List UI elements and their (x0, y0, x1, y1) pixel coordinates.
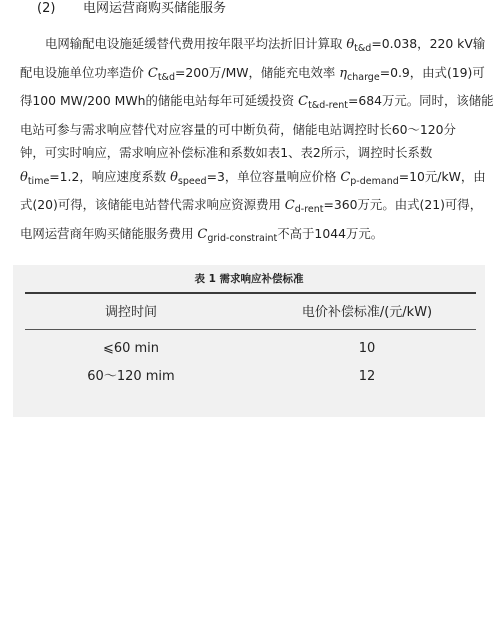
text-run: =0.038，220 kV输 (371, 36, 486, 51)
section-heading (37, 0, 226, 18)
math-subscript: t&d-rent (308, 100, 348, 111)
text-run: 电网运营商年购买储能服务费用 (20, 225, 198, 241)
text-run: 不高于1044万元。 (277, 225, 384, 241)
table-header-rule (25, 329, 476, 330)
text-run: 得100 MW/200 MWh的储能电站每年可延缓投资 (20, 93, 299, 108)
table-header-cell: 调控时间 (104, 305, 157, 320)
table-1 (13, 265, 485, 417)
math-symbol: θ (170, 169, 178, 185)
section-number: (2) (37, 1, 56, 16)
paragraph-line-5 (20, 141, 484, 165)
math-symbol: θ (20, 169, 28, 185)
section-title: 电网运营商购买储能服务 (83, 1, 227, 16)
math-subscript: t&d (157, 71, 175, 83)
paragraph-line-3 (20, 89, 494, 118)
text-run: =10元/kW，由 (398, 168, 486, 184)
math-subscript: speed (177, 175, 207, 187)
math-subscript: grid-constraint (207, 232, 278, 244)
math-symbol: C (284, 198, 295, 213)
paragraph-line-7 (20, 193, 484, 222)
body-paragraph (20, 32, 494, 250)
math-subscript: p-demand (350, 175, 399, 187)
table-top-rule (25, 292, 476, 294)
paragraph-line-6 (20, 165, 484, 194)
text-run: 式(20)可得，该储能电站替代需求响应资源费用 (20, 197, 285, 212)
paragraph-line-2 (20, 61, 484, 90)
math-symbol: η (339, 65, 347, 81)
text-run: 配电设施单位功率造价 (20, 64, 148, 80)
math-subscript: t&d (354, 43, 372, 54)
math-symbol: C (340, 169, 351, 185)
text-run: =3，单位容量响应价格 (206, 168, 341, 184)
paragraph-line-1 (20, 32, 484, 61)
table-cell: ⩽60 min (102, 341, 160, 356)
text-run: =1.2，响应速度系数 (49, 168, 171, 184)
math-symbol: C (197, 226, 208, 242)
text-run: 钟，可实时响应，需求响应补偿标准和系数如表1、表2所示，调控时长系数 (20, 145, 433, 160)
math-subscript: d-rent (294, 204, 324, 215)
math-symbol: C (298, 94, 309, 109)
text-run: 电站可参与需求响应替代对应容量的可中断负荷，储能电站调控时长60～120分 (20, 121, 456, 137)
math-subscript: time (27, 175, 50, 187)
text-run: =200万/MW，储能充电效率 (174, 64, 340, 80)
table-caption: 表 1 需求响应补偿标准 (194, 273, 304, 285)
paragraph-line-4 (20, 118, 484, 142)
table-cell: 10 (358, 341, 376, 356)
text-run: =0.9，由式(19)可 (379, 64, 485, 80)
text-run: =360万元。由式(21)可得， (323, 197, 483, 212)
table-cell: 12 (358, 369, 376, 384)
math-subscript: charge (347, 71, 380, 83)
math-symbol: θ (346, 37, 355, 52)
table-cell: 60～120 mim (87, 369, 175, 384)
text-run: 电网输配电设施延缓替代费用按年限平均法折旧计算取 (45, 36, 347, 51)
table-header-cell: 电价补偿标准/(元/kW) (301, 305, 433, 320)
math-symbol: C (147, 65, 158, 81)
paragraph-line-8 (20, 222, 484, 251)
text-run: =684万元。同时，该储能 (347, 93, 494, 108)
